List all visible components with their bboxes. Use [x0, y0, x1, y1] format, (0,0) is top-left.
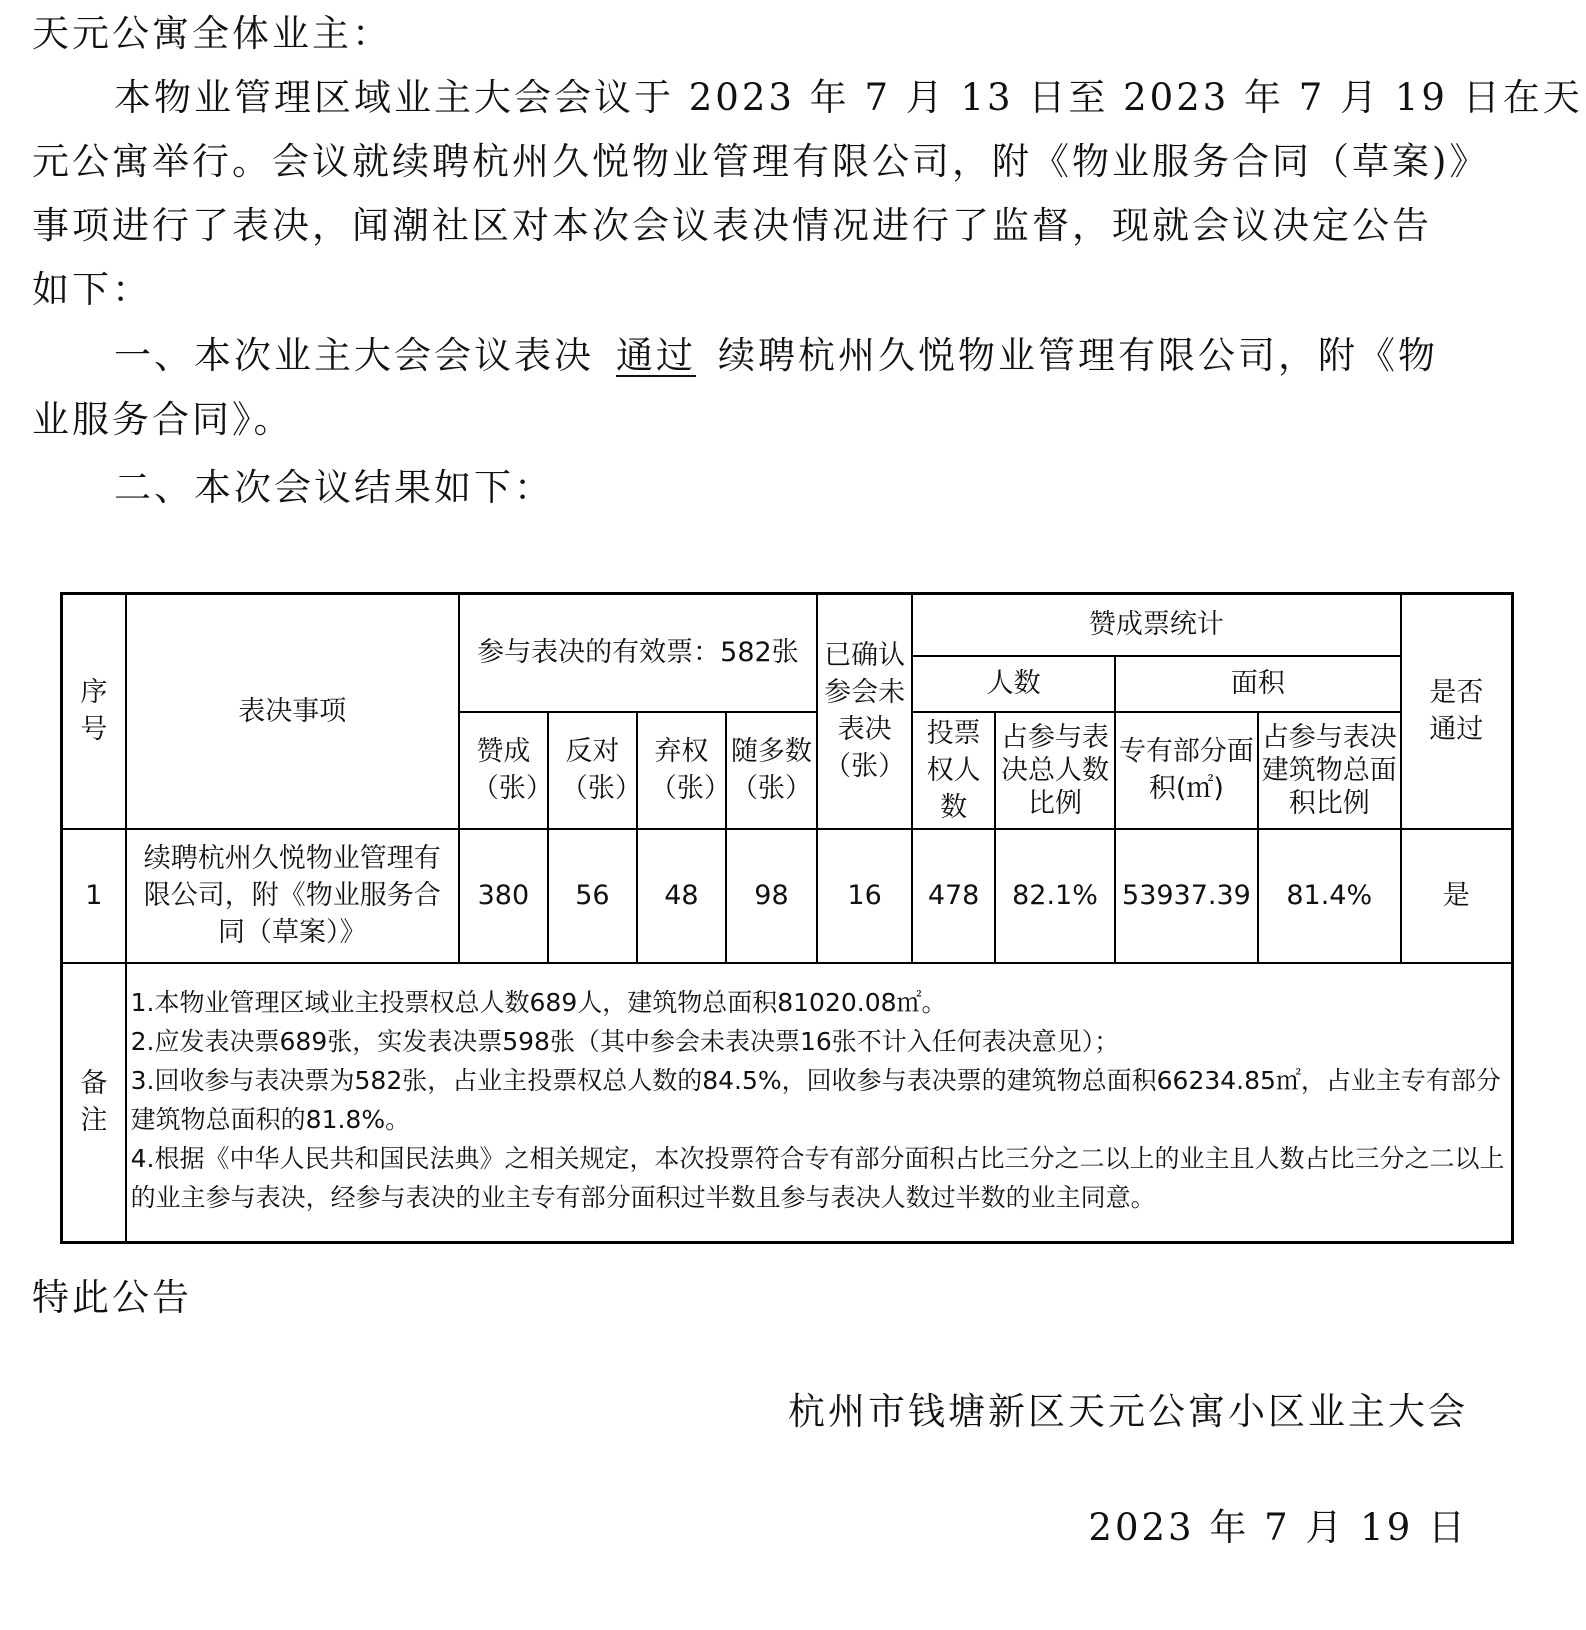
- cell-passed: 是: [1401, 829, 1513, 963]
- intro-line-3: 事项进行了表决，闻潮社区对本次会议表决情况进行了监督，现就会议决定公告: [32, 204, 1432, 247]
- cell-area-ratio: 81.4%: [1258, 829, 1401, 963]
- vote-results-table: [60, 592, 1514, 1244]
- cell-voting-people: 478: [912, 829, 995, 963]
- header-abstain: 弃权（张）: [637, 712, 726, 829]
- cell-seq: 1: [62, 829, 126, 963]
- resolution-item-2: 二、本次会议结果如下：: [114, 466, 554, 509]
- note-3: 3.回收参与表决票为582张，占业主投票权总人数的84.5%，回收参与表决票的建筑物总面积66234.85㎡，占业主专有部分建筑物总面积的81.8%。: [130, 1066, 1501, 1135]
- note-4: 4.根据《中华人民共和国民法典》之相关规定，本次投票符合专有部分面积占比三分之二以上的业主且人数占比三分之二以上的业主参与表决，经参与表决的业主专有部分面积过半数且参与表决人数过半数的业主同意。: [130, 1144, 1505, 1213]
- header-exclusive-area: 专有部分面积(㎡): [1115, 712, 1258, 829]
- cell-abstain: 48: [637, 829, 726, 963]
- header-people: 人数: [912, 656, 1115, 712]
- cell-approve: 380: [459, 829, 548, 963]
- header-approve: 赞成（张）: [459, 712, 548, 829]
- notes-label: 备注: [62, 963, 126, 1243]
- header-attended-not-voted: 已确认参会未表决（张）: [817, 594, 912, 829]
- header-follow-majority: 随多数（张）: [726, 712, 817, 829]
- cell-exclusive-area: 53937.39: [1115, 829, 1258, 963]
- cell-people-ratio: 82.1%: [995, 829, 1115, 963]
- header-matter: 表决事项: [126, 594, 459, 829]
- cell-matter: 续聘杭州久悦物业管理有限公司，附《物业服务合同（草案）》: [126, 829, 459, 963]
- header-area-ratio: 占参与表决建筑物总面积比例: [1258, 712, 1401, 829]
- header-area: 面积: [1115, 656, 1401, 712]
- header-oppose: 反对（张）: [548, 712, 637, 829]
- note-2: 2.应发表决票689张，实发表决票598张（其中参会未表决票16张不计入任何表决意见）；: [130, 1027, 1120, 1057]
- cell-oppose: 56: [548, 829, 637, 963]
- resolution-item-1: [114, 334, 1438, 378]
- header-seq: 序号: [62, 594, 126, 829]
- intro-line-2: 元公寓举行。会议就续聘杭州久悦物业管理有限公司，附《物业服务合同（草案)》: [32, 140, 1490, 183]
- table-row: [62, 829, 1513, 963]
- signature: 杭州市钱塘新区天元公寓小区业主大会: [788, 1390, 1468, 1433]
- item1-line-2: 业服务合同》。: [32, 398, 294, 441]
- date: 2023 年 7 月 19 日: [1088, 1506, 1468, 1549]
- note-1: 1.本物业管理区域业主投票权总人数689人，建筑物总面积81020.08㎡。: [130, 988, 947, 1018]
- cell-attended-not-voted: 16: [817, 829, 912, 963]
- salutation: 天元公寓全体业主：: [32, 12, 392, 55]
- notes-cell: [126, 963, 1513, 1243]
- header-passed: 是否通过: [1401, 594, 1513, 829]
- cell-follow-majority: 98: [726, 829, 817, 963]
- header-voting-people: 投票权人数: [912, 712, 995, 829]
- item1-prefix: 一、本次业主大会会议表决: [114, 334, 594, 377]
- closing: 特此公告: [32, 1276, 192, 1319]
- item1-suffix: 续聘杭州久悦物业管理有限公司，附《物: [718, 334, 1438, 377]
- header-approve-stats: 赞成票统计: [912, 594, 1400, 656]
- header-people-ratio: 占参与表决总人数比例: [995, 712, 1115, 829]
- intro-line-4: 如下：: [32, 268, 152, 311]
- header-valid-votes: 参与表决的有效票：582张: [459, 594, 817, 712]
- vote-result: 通过: [616, 334, 696, 377]
- intro-line-1: 本物业管理区域业主大会会议于 2023 年 7 月 13 日至 2023 年 7 月 19 日在天: [114, 76, 1583, 119]
